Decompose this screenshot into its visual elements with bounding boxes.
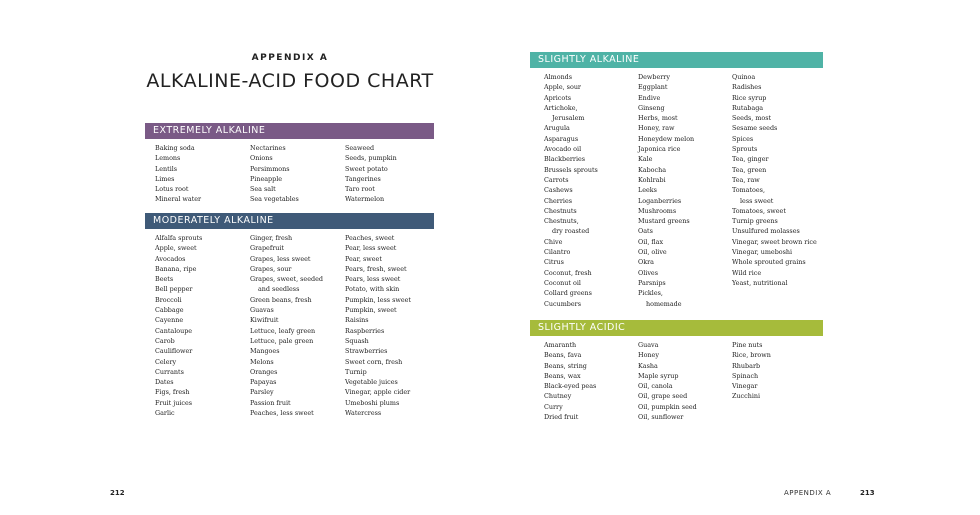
food-item: Herbs, most bbox=[638, 114, 678, 123]
section-header-slightly-alkaline: SLIGHTLY ALKALINE bbox=[530, 52, 823, 68]
food-item: Oil, flax bbox=[638, 237, 664, 246]
food-item: Watermelon bbox=[345, 195, 385, 204]
food-item: Seeds, most bbox=[732, 114, 772, 123]
food-item: Parsley bbox=[250, 388, 274, 397]
food-item: Beans, fava bbox=[544, 351, 582, 360]
food-item: Grapes, sweet, seeded bbox=[250, 275, 323, 284]
food-item: Spices bbox=[732, 134, 754, 143]
food-item: Taro root bbox=[345, 185, 375, 194]
food-column bbox=[155, 143, 250, 205]
food-column bbox=[638, 72, 732, 309]
food-column bbox=[638, 340, 732, 422]
food-item: Rice syrup bbox=[732, 93, 767, 102]
food-item: Peaches, less sweet bbox=[250, 409, 314, 418]
food-item: Apple, sweet bbox=[155, 244, 197, 253]
food-item: Endive bbox=[638, 93, 661, 102]
food-item: Wild rice bbox=[732, 268, 762, 277]
food-item: Kohlrabi bbox=[638, 175, 666, 184]
food-item: Lentils bbox=[155, 164, 178, 173]
food-item: Oil, sunflower bbox=[638, 413, 684, 422]
food-item: Honey bbox=[638, 351, 659, 360]
food-item: Cayenne bbox=[155, 316, 184, 325]
food-item: Turnip greens bbox=[732, 217, 778, 226]
food-item: Pears, fresh, sweet bbox=[345, 264, 407, 273]
section-header-extremely-alkaline: EXTREMELY ALKALINE bbox=[145, 123, 434, 139]
food-item: Alfalfa sprouts bbox=[155, 234, 203, 242]
food-item: Zucchini bbox=[732, 392, 761, 401]
food-item: Blackberries bbox=[544, 155, 586, 164]
food-item: Broccoli bbox=[155, 295, 182, 304]
food-item: Tangerines bbox=[345, 174, 381, 183]
food-item: Beans, string bbox=[544, 361, 587, 370]
section-header-slightly-acidic: SLIGHTLY ACIDIC bbox=[530, 320, 823, 336]
food-item: Strawberries bbox=[345, 347, 388, 356]
food-column bbox=[155, 233, 250, 418]
food-item: Vinegar, apple cider bbox=[345, 388, 411, 397]
food-item: Spinach bbox=[732, 371, 759, 380]
food-item: Oranges bbox=[250, 367, 278, 376]
food-item: Leeks bbox=[638, 186, 657, 195]
running-head: APPENDIX A bbox=[784, 489, 832, 497]
food-item: Potato, with skin bbox=[345, 285, 400, 294]
food-item: Yeast, nutritional bbox=[732, 278, 788, 287]
food-item: Banana, ripe bbox=[155, 264, 197, 273]
food-item: Beans, wax bbox=[544, 371, 581, 380]
food-item: Figs, fresh bbox=[155, 388, 190, 397]
right-page bbox=[490, 0, 980, 515]
food-item: Cilantro bbox=[544, 248, 571, 257]
food-item: Loganberries bbox=[638, 196, 682, 205]
food-item: Currants bbox=[155, 367, 184, 376]
food-item: Raspberries bbox=[345, 326, 385, 335]
food-column bbox=[345, 143, 440, 205]
food-item: Asparagus bbox=[544, 134, 579, 143]
page-number-left: 212 bbox=[110, 489, 125, 497]
food-item: Ginger, fresh bbox=[250, 234, 293, 242]
food-item: Lettuce, pale green bbox=[250, 336, 314, 345]
food-item: Garlic bbox=[155, 409, 175, 418]
food-item: Arugula bbox=[544, 124, 570, 133]
food-item: Pine nuts bbox=[732, 341, 763, 349]
food-item: Vinegar, umeboshi bbox=[732, 248, 793, 257]
food-item: Sweet potato bbox=[345, 164, 388, 173]
food-item: Green beans, fresh bbox=[250, 295, 312, 304]
food-item: Dewberry bbox=[638, 73, 670, 81]
section-header-moderately-alkaline: MODERATELY ALKALINE bbox=[145, 213, 434, 229]
food-item: Oil, grape seed bbox=[638, 392, 688, 401]
section-moderately-alkaline bbox=[155, 233, 440, 418]
food-item: Amaranth bbox=[544, 341, 577, 349]
appendix-label: APPENDIX A bbox=[251, 53, 329, 63]
food-item: Vinegar, sweet brown rice bbox=[732, 237, 817, 246]
food-item: Cashews bbox=[544, 186, 573, 195]
food-item: Peaches, sweet bbox=[345, 234, 395, 242]
food-item: Baking soda bbox=[155, 144, 195, 152]
food-item: Tea, ginger bbox=[732, 155, 769, 164]
section-slightly-alkaline bbox=[544, 72, 842, 309]
food-item: Kasha bbox=[638, 361, 658, 370]
food-item: homemade bbox=[646, 299, 682, 308]
food-item: Cantaloupe bbox=[155, 326, 193, 335]
food-item: Honeydew melon bbox=[638, 134, 695, 143]
food-item: Nectarines bbox=[250, 144, 286, 152]
food-item: Cucumbers bbox=[544, 299, 581, 308]
section-extremely-alkaline bbox=[155, 143, 440, 205]
section-slightly-acidic bbox=[544, 340, 842, 422]
food-item: Quinoa bbox=[732, 73, 756, 81]
food-column bbox=[250, 143, 345, 205]
food-item: Sesame seeds bbox=[732, 124, 778, 133]
food-item: Mangoes bbox=[250, 347, 280, 356]
food-item: Tea, raw bbox=[732, 175, 760, 184]
food-item: Oil, olive bbox=[638, 248, 667, 257]
food-item: Kiwifruit bbox=[250, 316, 279, 325]
food-item: Almonds bbox=[544, 73, 573, 81]
food-item: Oil, pumpkin seed bbox=[638, 402, 697, 411]
food-item: Citrus bbox=[544, 258, 564, 267]
food-item: less sweet bbox=[740, 196, 774, 205]
page-title: ALKALINE-ACID FOOD CHART bbox=[146, 70, 434, 92]
food-item: Carob bbox=[155, 336, 175, 345]
food-item: Black-eyed peas bbox=[544, 382, 597, 391]
food-item: Radishes bbox=[732, 83, 762, 92]
food-item: Seeds, pumpkin bbox=[345, 154, 397, 163]
food-item: Grapefruit bbox=[250, 244, 284, 253]
food-item: Ginseng bbox=[638, 103, 665, 112]
food-item: Grapes, sour bbox=[250, 264, 292, 273]
food-item: Curry bbox=[544, 402, 563, 411]
food-item: Pickles, bbox=[638, 289, 663, 298]
food-column bbox=[732, 72, 842, 309]
page-number-right: 213 bbox=[860, 489, 875, 497]
food-item: Dates bbox=[155, 378, 174, 387]
food-item: Mustard greens bbox=[638, 217, 690, 226]
food-item: Honey, raw bbox=[638, 124, 675, 133]
food-item: Passion fruit bbox=[250, 398, 291, 407]
food-item: Chestnuts, bbox=[544, 217, 579, 226]
food-item: Vegetable juices bbox=[345, 378, 398, 387]
food-item: Chutney bbox=[544, 392, 572, 401]
food-item: Cherries bbox=[544, 196, 573, 205]
food-item: Squash bbox=[345, 336, 369, 345]
food-item: Fruit juices bbox=[155, 398, 193, 407]
food-item: Watercress bbox=[345, 409, 382, 418]
food-item: Rutabaga bbox=[732, 103, 764, 112]
food-item: Pumpkin, less sweet bbox=[345, 295, 411, 304]
food-item: Unsulfured molasses bbox=[732, 227, 800, 236]
food-item: Avocados bbox=[155, 254, 186, 263]
food-item: Brussels sprouts bbox=[544, 165, 598, 174]
food-item: Beets bbox=[155, 275, 174, 284]
food-item: Olives bbox=[638, 268, 658, 277]
food-item: Celery bbox=[155, 357, 177, 366]
food-item: Seaweed bbox=[345, 144, 375, 152]
food-item: Pumpkin, sweet bbox=[345, 306, 397, 315]
food-item: Parsnips bbox=[638, 278, 666, 287]
food-item: Okra bbox=[638, 258, 654, 267]
food-item: Vinegar bbox=[732, 382, 758, 391]
food-column bbox=[732, 340, 842, 422]
food-item: Cauliflower bbox=[155, 347, 193, 356]
food-column bbox=[544, 72, 638, 309]
food-item: Melons bbox=[250, 357, 274, 366]
food-item: Tea, green bbox=[732, 165, 767, 174]
food-item: Chive bbox=[544, 237, 563, 246]
food-item: Rhubarb bbox=[732, 361, 761, 370]
food-item: Whole sprouted grains bbox=[732, 258, 806, 267]
food-item: Collard greens bbox=[544, 289, 592, 298]
food-item: Pears, less sweet bbox=[345, 275, 401, 284]
food-item: Mushrooms bbox=[638, 206, 677, 215]
food-column bbox=[250, 233, 345, 418]
food-item: Jerusalem bbox=[552, 114, 585, 123]
food-item: Rice, brown bbox=[732, 351, 771, 360]
food-item: Chestnuts bbox=[544, 206, 577, 215]
food-item: Apple, sour bbox=[544, 83, 581, 92]
food-item: Pear, less sweet bbox=[345, 244, 397, 253]
food-item: Coconut, fresh bbox=[544, 268, 592, 277]
food-item: Tomatoes, bbox=[732, 186, 765, 195]
food-item: Persimmons bbox=[250, 164, 290, 173]
food-item: Pear, sweet bbox=[345, 254, 382, 263]
food-item: Lotus root bbox=[155, 185, 189, 194]
food-item: Sea salt bbox=[250, 185, 276, 194]
food-item: Cabbage bbox=[155, 306, 184, 315]
food-item: Turnip bbox=[345, 367, 367, 376]
food-item: Japonica rice bbox=[638, 145, 681, 154]
food-item: Oats bbox=[638, 227, 653, 236]
food-item: and seedless bbox=[258, 285, 300, 294]
food-item: Umeboshi plums bbox=[345, 398, 400, 407]
food-item: Limes bbox=[155, 174, 175, 183]
food-item: Lettuce, leafy green bbox=[250, 326, 316, 335]
food-column bbox=[544, 340, 638, 422]
food-item: Bell pepper bbox=[155, 285, 193, 294]
food-item: Apricots bbox=[544, 93, 572, 102]
food-column bbox=[345, 233, 440, 418]
food-item: Maple syrup bbox=[638, 371, 679, 380]
food-item: Dried fruit bbox=[544, 413, 579, 422]
food-item: Sprouts bbox=[732, 145, 758, 154]
food-item: Raisins bbox=[345, 316, 369, 325]
food-item: Tomatoes, sweet bbox=[732, 206, 786, 215]
food-item: dry roasted bbox=[552, 227, 590, 236]
food-item: Papayas bbox=[250, 378, 277, 387]
food-item: Guavas bbox=[250, 306, 274, 315]
food-item: Kale bbox=[638, 155, 653, 164]
food-item: Lemons bbox=[155, 154, 181, 163]
food-item: Eggplant bbox=[638, 83, 668, 92]
food-item: Sea vegetables bbox=[250, 195, 299, 204]
food-item: Guava bbox=[638, 341, 659, 349]
food-item: Mineral water bbox=[155, 195, 202, 204]
food-item: Sweet corn, fresh bbox=[345, 357, 403, 366]
food-item: Grapes, less sweet bbox=[250, 254, 311, 263]
food-item: Artichoke, bbox=[544, 103, 578, 112]
food-item: Carrots bbox=[544, 175, 569, 184]
food-item: Pineapple bbox=[250, 174, 283, 183]
food-item: Onions bbox=[250, 154, 273, 163]
food-item: Kabocha bbox=[638, 165, 667, 174]
food-item: Coconut oil bbox=[544, 278, 581, 287]
food-item: Oil, canola bbox=[638, 382, 673, 391]
food-item: Avocado oil bbox=[544, 145, 582, 154]
